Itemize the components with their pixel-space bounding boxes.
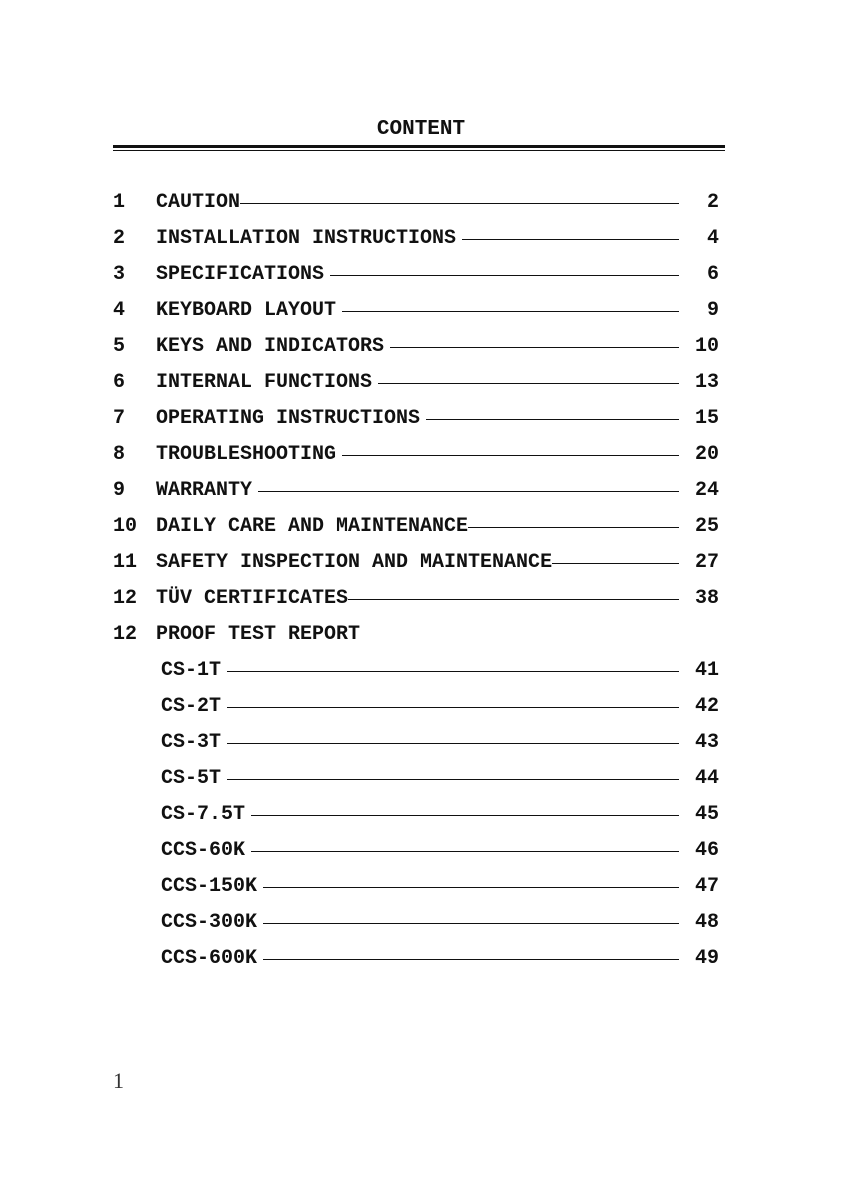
leader-line <box>240 203 679 204</box>
toc-subentry-cs-7-5t[interactable] <box>113 801 719 827</box>
toc-entry-caution[interactable] <box>113 189 719 215</box>
leader-line <box>251 815 679 816</box>
leader-line <box>258 491 679 492</box>
leader-line <box>468 527 679 528</box>
entry-label: OPERATING INSTRUCTIONS <box>156 406 421 430</box>
toc-entry-keyboard-layout[interactable] <box>113 297 719 323</box>
toc-title: CONTENT <box>376 118 466 141</box>
leader-line <box>342 455 679 456</box>
entry-label: TROUBLESHOOTING <box>156 442 337 466</box>
title-rule-thick <box>113 145 725 148</box>
subentry-label: CCS-150K <box>161 874 258 898</box>
subentry-page: 41 <box>694 658 719 682</box>
entry-page: 2 <box>706 190 719 214</box>
entry-number: 9 <box>113 478 126 502</box>
subentry-label: CCS-600K <box>161 946 258 970</box>
leader-line <box>263 959 679 960</box>
leader-line <box>348 599 679 600</box>
leader-line <box>227 707 679 708</box>
toc-entry-warranty[interactable] <box>113 477 719 503</box>
entry-label: INSTALLATION INSTRUCTIONS <box>156 226 457 250</box>
entry-page: 38 <box>694 586 719 610</box>
subentry-page: 43 <box>694 730 719 754</box>
toc-entry-operating-instructions[interactable] <box>113 405 719 431</box>
leader-line <box>251 851 679 852</box>
entry-page: 4 <box>706 226 719 250</box>
leader-line <box>227 743 679 744</box>
subentry-page: 44 <box>694 766 719 790</box>
subentry-page: 45 <box>694 802 719 826</box>
entry-page: 13 <box>694 370 719 394</box>
entry-number: 6 <box>113 370 126 394</box>
subentry-label: CS-3T <box>161 730 222 754</box>
toc-entry-proof-test-report[interactable] <box>113 621 719 647</box>
subentry-page: 48 <box>694 910 719 934</box>
entry-page: 24 <box>694 478 719 502</box>
toc-subentry-ccs-150k[interactable] <box>113 873 719 899</box>
toc-entry-troubleshooting[interactable] <box>113 441 719 467</box>
toc-entry-safety-inspection[interactable] <box>113 549 719 575</box>
entry-number: 1 <box>113 190 126 214</box>
leader-line <box>426 419 679 420</box>
entry-number: 4 <box>113 298 126 322</box>
subentry-page: 47 <box>694 874 719 898</box>
entry-number: 10 <box>113 514 138 538</box>
entry-label: SAFETY INSPECTION AND MAINTENANCE <box>156 550 553 574</box>
entry-number: 12 <box>113 622 138 646</box>
subentry-label: CCS-60K <box>161 838 246 862</box>
entry-number: 2 <box>113 226 126 250</box>
entry-label: DAILY CARE AND MAINTENANCE <box>156 514 469 538</box>
toc-subentry-ccs-300k[interactable] <box>113 909 719 935</box>
toc-entry-installation[interactable] <box>113 225 719 251</box>
title-rule-thin <box>113 150 725 151</box>
entry-number: 11 <box>113 550 138 574</box>
subentry-page: 42 <box>694 694 719 718</box>
entry-label: SPECIFICATIONS <box>156 262 325 286</box>
toc-subentry-cs-2t[interactable] <box>113 693 719 719</box>
entry-label: WARRANTY <box>156 478 253 502</box>
toc-subentry-ccs-60k[interactable] <box>113 837 719 863</box>
toc-entry-keys-indicators[interactable] <box>113 333 719 359</box>
toc-subentry-cs-1t[interactable] <box>113 657 719 683</box>
leader-line <box>227 671 679 672</box>
subentry-label: CS-7.5T <box>161 802 246 826</box>
entry-page: 15 <box>694 406 719 430</box>
leader-line <box>390 347 679 348</box>
leader-line <box>330 275 679 276</box>
leader-line <box>378 383 679 384</box>
subentry-label: CS-5T <box>161 766 222 790</box>
toc-subentry-cs-3t[interactable] <box>113 729 719 755</box>
entry-label: PROOF TEST REPORT <box>156 622 361 646</box>
leader-line <box>227 779 679 780</box>
entry-number: 3 <box>113 262 126 286</box>
toc-subentry-cs-5t[interactable] <box>113 765 719 791</box>
entry-page: 10 <box>694 334 719 358</box>
leader-line <box>552 563 679 564</box>
footer-page-number: 1 <box>113 1068 124 1093</box>
toc-entry-tuv-certificates[interactable] <box>113 585 719 611</box>
subentry-page: 49 <box>694 946 719 970</box>
entry-number: 5 <box>113 334 126 358</box>
subentry-label: CCS-300K <box>161 910 258 934</box>
entry-page: 9 <box>706 298 719 322</box>
toc-entry-specifications[interactable] <box>113 261 719 287</box>
toc-subentry-ccs-600k[interactable] <box>113 945 719 971</box>
entry-number: 7 <box>113 406 126 430</box>
entry-label: TÜV CERTIFICATES <box>156 586 349 610</box>
entry-label: KEYS AND INDICATORS <box>156 334 385 358</box>
leader-line <box>342 311 679 312</box>
subentry-label: CS-2T <box>161 694 222 718</box>
entry-number: 8 <box>113 442 126 466</box>
leader-line <box>263 887 679 888</box>
subentry-label: CS-1T <box>161 658 222 682</box>
entry-label: KEYBOARD LAYOUT <box>156 298 337 322</box>
entry-label: CAUTION <box>156 190 241 214</box>
leader-line <box>263 923 679 924</box>
leader-line <box>462 239 679 240</box>
entry-label: INTERNAL FUNCTIONS <box>156 370 373 394</box>
toc-entry-daily-care[interactable] <box>113 513 719 539</box>
entry-page: 25 <box>694 514 719 538</box>
subentry-page: 46 <box>694 838 719 862</box>
entry-page: 27 <box>694 550 719 574</box>
entry-number: 12 <box>113 586 138 610</box>
toc-entry-internal-functions[interactable] <box>113 369 719 395</box>
entry-page: 20 <box>694 442 719 466</box>
entry-page: 6 <box>706 262 719 286</box>
